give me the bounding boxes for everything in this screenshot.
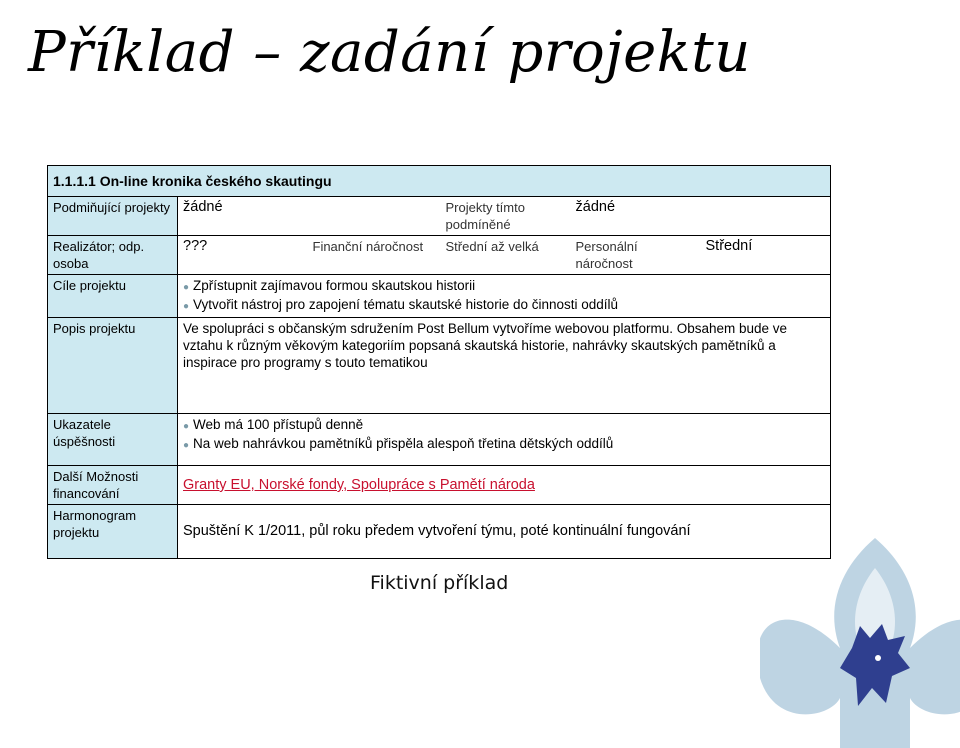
label-personnel-demand: Personální náročnost <box>571 236 701 275</box>
list-item <box>183 435 825 454</box>
value-dependent-projects: žádné <box>571 197 831 236</box>
table-row <box>48 197 831 236</box>
label-superior-projects: Podmiňující projekty <box>48 197 178 236</box>
value-financial-demand: Střední až velká <box>441 236 571 275</box>
goals-list <box>178 275 831 318</box>
bullet-icon: ● <box>183 440 190 451</box>
list-item <box>183 416 825 435</box>
bullet-icon: ● <box>183 421 190 432</box>
value-realizer: ??? <box>178 236 308 275</box>
indicator-text: Web má 100 přístupů denně <box>193 417 364 432</box>
table-row <box>48 466 831 505</box>
project-table <box>47 165 831 559</box>
list-item <box>183 277 825 296</box>
table-row <box>48 505 831 559</box>
funding-link[interactable]: Granty EU, Norské fondy, Spolupráce s Pamětí národa <box>183 477 535 493</box>
label-description: Popis projektu <box>48 318 178 414</box>
label-funding: Další Možnosti financování <box>48 466 178 505</box>
label-indicators: Ukazatele úspěšnosti <box>48 414 178 466</box>
goal-text: Vytvořit nástroj pro zapojení tématu skautské historie do činnosti oddílů <box>193 297 619 312</box>
project-heading: 1.1.1.1 On-line kronika českého skautingu <box>48 166 831 197</box>
table-heading-row <box>48 166 831 197</box>
description-text: Ve spolupráci s občanským sdružením Post Bellum vytvoříme webovou platformu. Obsahem bude ve vztahu k různým věkovým kategoriím popsaná skautská historie, nahrávky skautských pamětníků a inspirace pro programy s touto tematikou <box>178 318 831 414</box>
bullet-icon: ● <box>183 301 190 312</box>
label-goals: Cíle projektu <box>48 275 178 318</box>
scout-lily-emblem-icon <box>760 528 960 748</box>
slide-title: Příklad – zadání projektu <box>28 20 751 85</box>
table-row <box>48 318 831 414</box>
value-personnel-demand: Střední <box>701 236 831 275</box>
label-realizer: Realizátor; odp. osoba <box>48 236 178 275</box>
label-financial-demand: Finanční náročnost <box>308 236 441 275</box>
bullet-icon: ● <box>183 282 190 293</box>
footnote: Fiktivní příklad <box>370 572 509 594</box>
table-row <box>48 414 831 466</box>
label-schedule: Harmonogram projektu <box>48 505 178 559</box>
table-row <box>48 275 831 318</box>
indicator-text: Na web nahrávkou pamětníků přispěla alespoň třetina dětských oddílů <box>193 436 614 451</box>
indicators-list <box>178 414 831 466</box>
funding-value <box>178 466 831 505</box>
label-dependent-projects: Projekty tímto podmíněné <box>441 197 571 236</box>
schedule-value: Spuštění K 1/2011, půl roku předem vytvoření týmu, poté kontinuální fungování <box>178 505 831 559</box>
table-row <box>48 236 831 275</box>
list-item <box>183 296 825 315</box>
goal-text: Zpřístupnit zajímavou formou skautskou historii <box>193 278 476 293</box>
value-superior-projects: žádné <box>178 197 441 236</box>
